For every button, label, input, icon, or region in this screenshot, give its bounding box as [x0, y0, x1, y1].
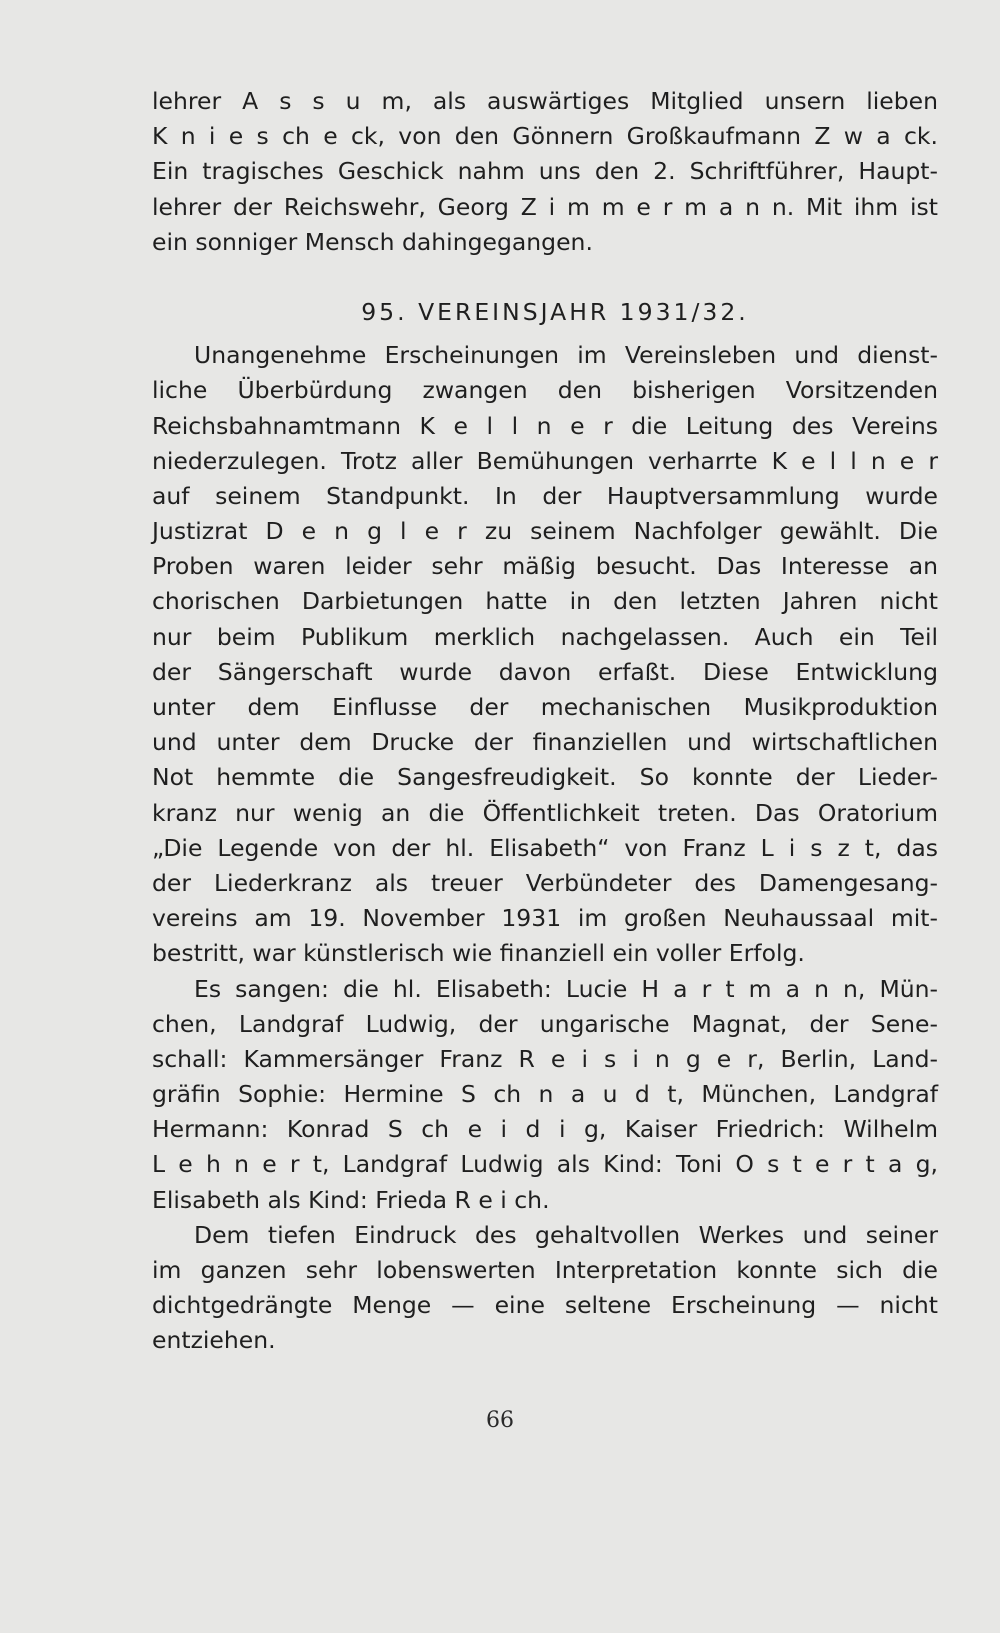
section-heading: 95. VEREINSJAHR 1931/32. — [361, 297, 749, 326]
text-line: Justizrat D e n g l e r zu seinem Nachfolger gewählt. Die — [152, 517, 938, 546]
text-line: vereins am 19. November 1931 im großen Neuhaussaal mit- — [152, 904, 938, 933]
text-line: niederzulegen. Trotz aller Bemühungen verharrte K e l l n e r — [152, 446, 938, 475]
section-spacer — [152, 260, 938, 295]
text-line: im ganzen sehr lobenswerten Interpretation konnte sich die — [152, 1256, 938, 1284]
text-line: Proben waren leider sehr mäßig besucht. Das Interesse an — [152, 552, 938, 581]
text-line: dichtgedrängte Menge — eine seltene Erscheinung — nicht — [152, 1291, 938, 1320]
text-line: Es sangen: die hl. Elisabeth: Lucie H a r t m a n n, Mün- — [194, 974, 938, 1003]
text-line: ein sonniger Mensch dahingegangen. — [152, 227, 593, 256]
text-line: „Die Legende von der hl. Elisabeth“ von Franz L i s z t, das — [152, 833, 938, 862]
text-line: auf seinem Standpunkt. In der Hauptversammlung wurde — [152, 481, 938, 510]
text-line: Unangenehme Erscheinungen im Vereinsleben und dienst- — [194, 341, 938, 370]
text-line: bestritt, war künstlerisch wie finanziell ein voller Erfolg. — [152, 939, 805, 968]
text-line: Reichsbahnamtmann K e l l n e r die Leitung des Vereins — [152, 411, 938, 440]
text-line: der Liederkranz als treuer Verbündeter des Damengesang- — [152, 868, 938, 897]
text-line: Ein tragisches Geschick nahm uns den 2. Schriftführer, Haupt- — [152, 157, 938, 186]
page-number: 66 — [486, 1408, 514, 1433]
text-line: Hermann: Konrad S ch e i d i g, Kaiser Friedrich: Wilhelm — [152, 1115, 938, 1144]
text-line: lehrer der Reichswehr, Georg Z i m m e r m a n n. Mit ihm ist — [152, 192, 938, 221]
text-line: und unter dem Drucke der finanziellen und wirtschaftlichen — [152, 728, 938, 757]
text-line: der Sängerschaft wurde davon erfaßt. Diese Entwicklung — [152, 657, 938, 686]
text-line: chen, Landgraf Ludwig, der ungarische Magnat, der Sene- — [152, 1009, 938, 1038]
text-line: lehrer A s s u m, als auswärtiges Mitglied unsern lieben — [152, 87, 938, 115]
text-line: liche Überbürdung zwangen den bisherigen Vorsitzenden — [152, 376, 938, 405]
body-text — [152, 84, 938, 1359]
text-line: Elisabeth als Kind: Frieda R e i ch. — [152, 1185, 550, 1214]
text-line: kranz nur wenig an die Öffentlichkeit treten. Das Oratorium — [152, 798, 938, 827]
text-line: unter dem Einflusse der mechanischen Musikproduktion — [152, 693, 938, 721]
text-line: schall: Kammersänger Franz R e i s i n g e r, Berlin, Land- — [152, 1044, 938, 1073]
text-line: Not hemmte die Sangesfreudigkeit. So konnte der Lieder- — [152, 763, 938, 792]
text-line: Dem tiefen Eindruck des gehaltvollen Werkes und seiner — [194, 1220, 938, 1249]
text-line: L e h n e r t, Landgraf Ludwig als Kind: Toni O s t e r t a g, — [152, 1150, 938, 1179]
text-line: entziehen. — [152, 1326, 276, 1355]
text-line: chorischen Darbietungen hatte in den letzten Jahren nicht — [152, 587, 938, 616]
text-line: nur beim Publikum merklich nachgelassen. Auch ein Teil — [152, 622, 938, 651]
heading-spacer — [152, 330, 938, 338]
text-line: gräfin Sophie: Hermine S ch n a u d t, München, Landgraf — [152, 1080, 938, 1109]
text-line: K n i e s ch e ck, von den Gönnern Großkaufmann Z w a ck. — [152, 122, 938, 151]
